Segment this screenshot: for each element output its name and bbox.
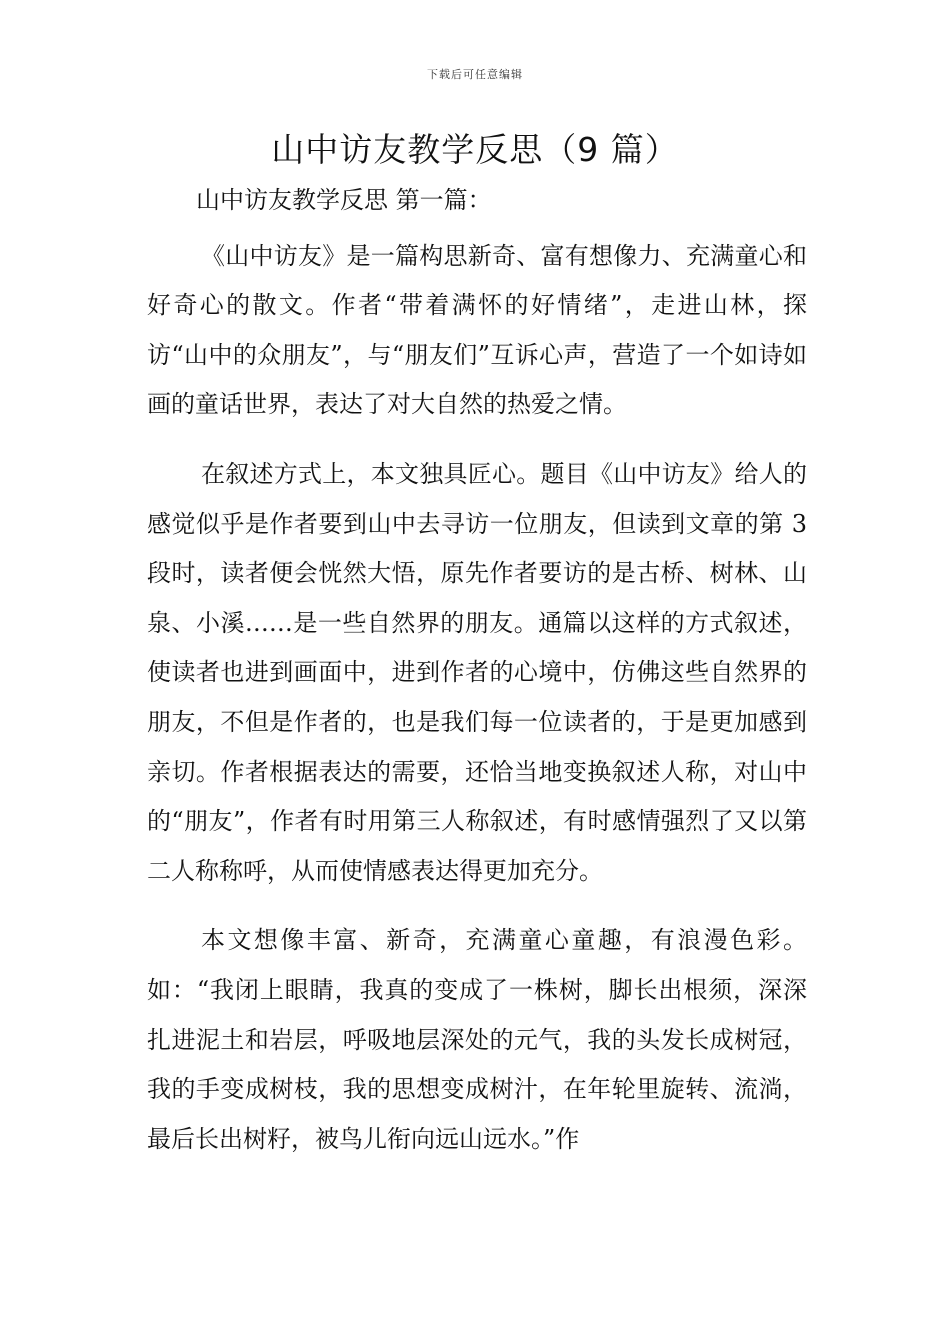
paragraph-3: 本文想像丰富、新奇，充满童心童趣，有浪漫色彩。如：“我闭上眼睛，我真的变成了一株树，脚长出根须，深深扎进泥土和岩层，呼吸地层深处的元气，我的头发长成树冠，我的手变成树枝，我的思想变成树汁，在年轮里旋转、流淌，最后长出树籽，被鸟儿衔向远山远水。”作	[147, 926, 807, 1153]
paragraph-1: 《山中访友》是一篇构思新奇、富有想像力、充满童心和好奇心的散文。作者“带着满怀的好情绪”，走进山林，探访“山中的众朋友”，与“朋友们”互诉心声，营造了一个如诗如画的童话世界，表达了对大自然的热爱之情。	[147, 241, 807, 419]
document-body	[147, 176, 807, 1164]
header-note: 下载后可任意编辑	[427, 68, 523, 81]
document-title: 山中访友教学反思（9 篇）	[271, 130, 679, 169]
paragraph-2: 在叙述方式上，本文独具匠心。题目《山中访友》给人的感觉似乎是作者要到山中去寻访一位朋友，但读到文章的第 3 段时，读者便会恍然大悟，原先作者要访的是古桥、树林、山泉、小溪……是一些自然界的朋友。通篇以这样的方式叙述，使读者也进到画面中，进到作者的心境中，仿佛这些自然界的朋友，不但是作者的，也是我们每一位读者的，于是更加感到亲切。作者根据表达的需要，还恰当地变换叙述人称，对山中的“朋友”，作者有时用第三人称叙述，有时感情强烈了又以第二人称称呼，从而使情感表达得更加充分。	[147, 459, 807, 885]
section-heading: 山中访友教学反思 第一篇：	[196, 186, 492, 214]
